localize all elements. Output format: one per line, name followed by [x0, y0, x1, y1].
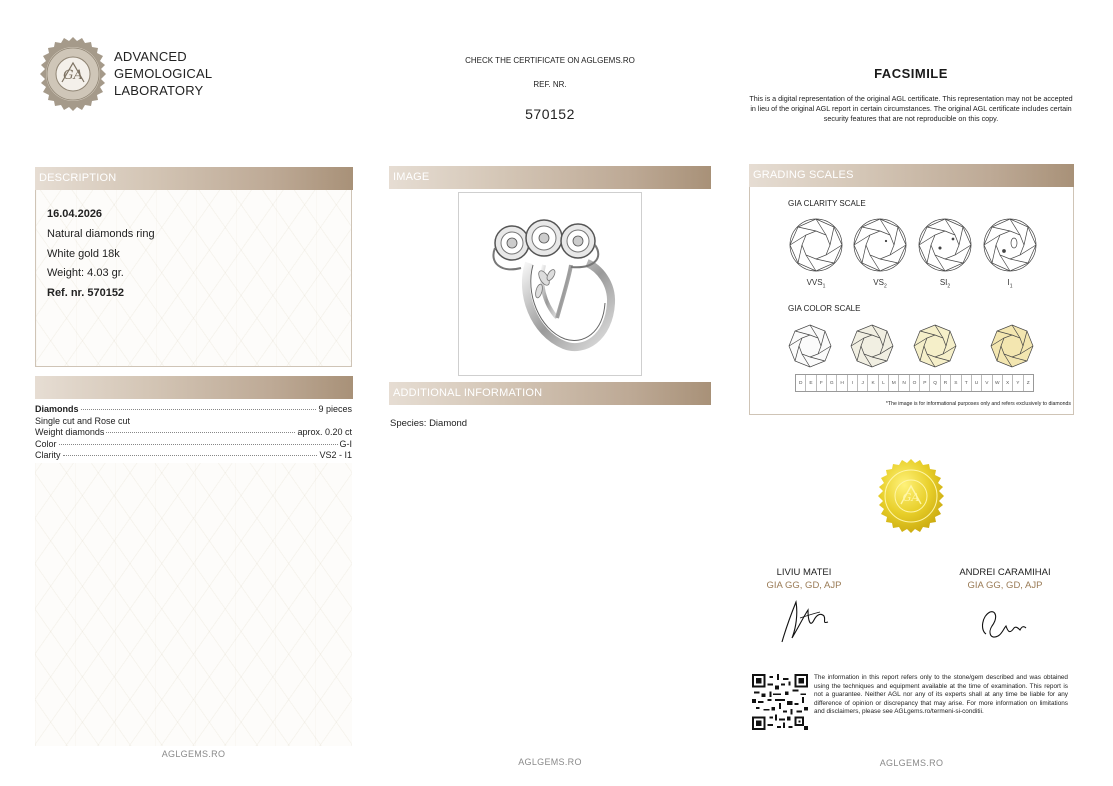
image-bar: IMAGE: [389, 166, 711, 189]
clarity-label-vvs: [801, 278, 831, 290]
spec-value: 9 pieces: [318, 404, 352, 414]
clarity-label-si: [930, 278, 960, 290]
spec-label: Color: [35, 438, 57, 449]
decorative-pattern: [35, 463, 352, 746]
clarity-sub: 1: [822, 283, 826, 290]
logo-line: LABORATORY: [114, 83, 204, 98]
spec-value: VS2 - I1: [319, 450, 352, 460]
color-grade: N: [899, 375, 909, 391]
spec-dots: [63, 455, 318, 456]
item-description: Natural diamonds ring: [47, 228, 155, 240]
diamond-icon: [851, 325, 893, 367]
ref-nr-value: 570152: [525, 106, 575, 122]
ref-nr-label: REF. NR.: [533, 80, 567, 89]
disclaimer-text: The information in this report refers only to the stone/gem described and was obtained using the techniques and equipment available at the time of examination. This report is not a guarantee. Neither AGL nor any of its experts shall at any time be liable for any difference of opinion or discrepancy that may arise. For more information on limitations and disclaimers, please see AGLgems.ro/termeni-si-conditii.: [814, 674, 1068, 716]
color-grade: E: [806, 375, 816, 391]
color-grade: H: [837, 375, 847, 391]
clarity-sub: 2: [883, 283, 887, 290]
facsimile-title: FACSIMILE: [874, 66, 948, 81]
diamond-icon: [919, 219, 971, 271]
weight-description: Weight: 4.03 gr.: [47, 267, 124, 279]
clarity-sub: 1: [1009, 283, 1013, 290]
color-diamonds: [750, 319, 1075, 373]
description-box: [35, 190, 352, 367]
spec-label: Single cut and Rose cut: [35, 415, 131, 426]
spec-label: Clarity: [35, 450, 61, 460]
color-grade: U: [972, 375, 982, 391]
specs-table: [35, 404, 352, 462]
signer-1-title: GIA GG, GD, AJP: [766, 580, 842, 591]
diamond-icon: [790, 219, 842, 271]
logo-line: ADVANCED: [114, 49, 187, 64]
clarity-grade: VVS: [806, 278, 823, 287]
spec-row: [35, 427, 352, 439]
signature-2: [983, 612, 1026, 637]
color-grade-scale: [795, 374, 1034, 392]
spec-row: [35, 404, 352, 416]
description-bar: DESCRIPTION: [35, 167, 353, 190]
spec-row: [35, 416, 352, 428]
spec-row: [35, 450, 352, 462]
color-grade: R: [941, 375, 951, 391]
color-grade: Q: [930, 375, 940, 391]
color-scale-title: GIA COLOR SCALE: [788, 304, 861, 313]
species-text: Species: Diamond: [390, 418, 468, 429]
diamond-icon: [991, 325, 1033, 367]
color-grade: V: [982, 375, 992, 391]
color-grade: K: [868, 375, 878, 391]
color-grade: J: [858, 375, 868, 391]
metal-description: White gold 18k: [47, 248, 120, 260]
diamond-icon: [984, 219, 1036, 271]
specs-bar: [35, 376, 353, 399]
clarity-diamonds: [750, 213, 1075, 303]
clarity-grade: VS: [873, 278, 884, 287]
diamond-icon: [854, 219, 906, 271]
spec-value: aprox. 0.20 ct: [297, 427, 352, 437]
ring-image: [458, 192, 642, 376]
clarity-scale-title: GIA CLARITY SCALE: [788, 199, 866, 208]
color-grade: I: [848, 375, 858, 391]
grading-scales-box: [749, 187, 1074, 415]
grading-scales-bar: GRADING SCALES: [749, 164, 1074, 187]
clarity-label-vs: [865, 278, 895, 290]
gold-seal-icon: [873, 458, 949, 534]
ring-illustration: [459, 193, 641, 375]
logo-wordmark: [114, 48, 212, 99]
clarity-grade: I: [1007, 278, 1010, 287]
color-grade: P: [920, 375, 930, 391]
spec-label: Weight diamonds: [35, 427, 105, 437]
logo-line: GEMOLOGICAL: [114, 66, 213, 81]
color-grade: T: [962, 375, 972, 391]
color-grade: Y: [1013, 375, 1023, 391]
spec-dots: [106, 432, 295, 433]
svg-text:GA: GA: [63, 68, 83, 83]
color-grade: O: [910, 375, 920, 391]
check-certificate-text: CHECK THE CERTIFICATE ON AGLGEMS.RO: [465, 56, 635, 65]
spec-label: Diamonds: [35, 404, 79, 414]
color-grade: F: [817, 375, 827, 391]
spec-dots: [81, 409, 317, 410]
color-grade: M: [889, 375, 899, 391]
facsimile-notice: This is a digital representation of the original AGL certificate. This representation may not be accepted in lieu of the original AGL report in certain circumstances. The original AGL certificate includes certain security features that are not reproducible on this copy.: [749, 94, 1073, 123]
color-grade: D: [796, 375, 806, 391]
qr-code[interactable]: [752, 674, 808, 730]
clarity-grade: SI: [939, 278, 948, 287]
spec-row: [35, 439, 352, 451]
diamond-icon: [789, 325, 831, 367]
agl-seal-logo: [36, 37, 110, 111]
color-grade: L: [879, 375, 889, 391]
ref-description: Ref. nr. 570152: [47, 287, 125, 299]
clarity-sub: 2: [947, 283, 951, 290]
color-grade: W: [993, 375, 1003, 391]
diamond-icon: [914, 325, 956, 367]
signer-2-title: GIA GG, GD, AJP: [967, 580, 1043, 591]
color-grade: G: [827, 375, 837, 391]
signer-2-name: ANDREI CARAMIHAI: [959, 567, 1051, 578]
grading-note: *The image is for informational purposes only and refers exclusively to diamonds: [885, 401, 1071, 407]
footer-website-right: AGLGEMS.RO: [879, 758, 944, 768]
color-grade: Z: [1026, 381, 1030, 386]
footer-website-middle: AGLGEMS.RO: [518, 757, 582, 767]
spec-value: G-I: [339, 438, 352, 449]
svg-text:GA: GA: [902, 491, 920, 504]
color-grade: X: [1003, 375, 1013, 391]
footer-website-left: AGLGEMS.RO: [161, 749, 226, 759]
signer-1-name: LIVIU MATEI: [776, 567, 832, 578]
signature-1: [776, 598, 834, 646]
color-grade: S: [951, 375, 961, 391]
additional-information-bar: ADDITIONAL INFORMATION: [389, 382, 711, 405]
report-date: 16.04.2026: [47, 208, 103, 220]
spec-dots: [59, 444, 338, 445]
clarity-label-i: [995, 278, 1025, 290]
